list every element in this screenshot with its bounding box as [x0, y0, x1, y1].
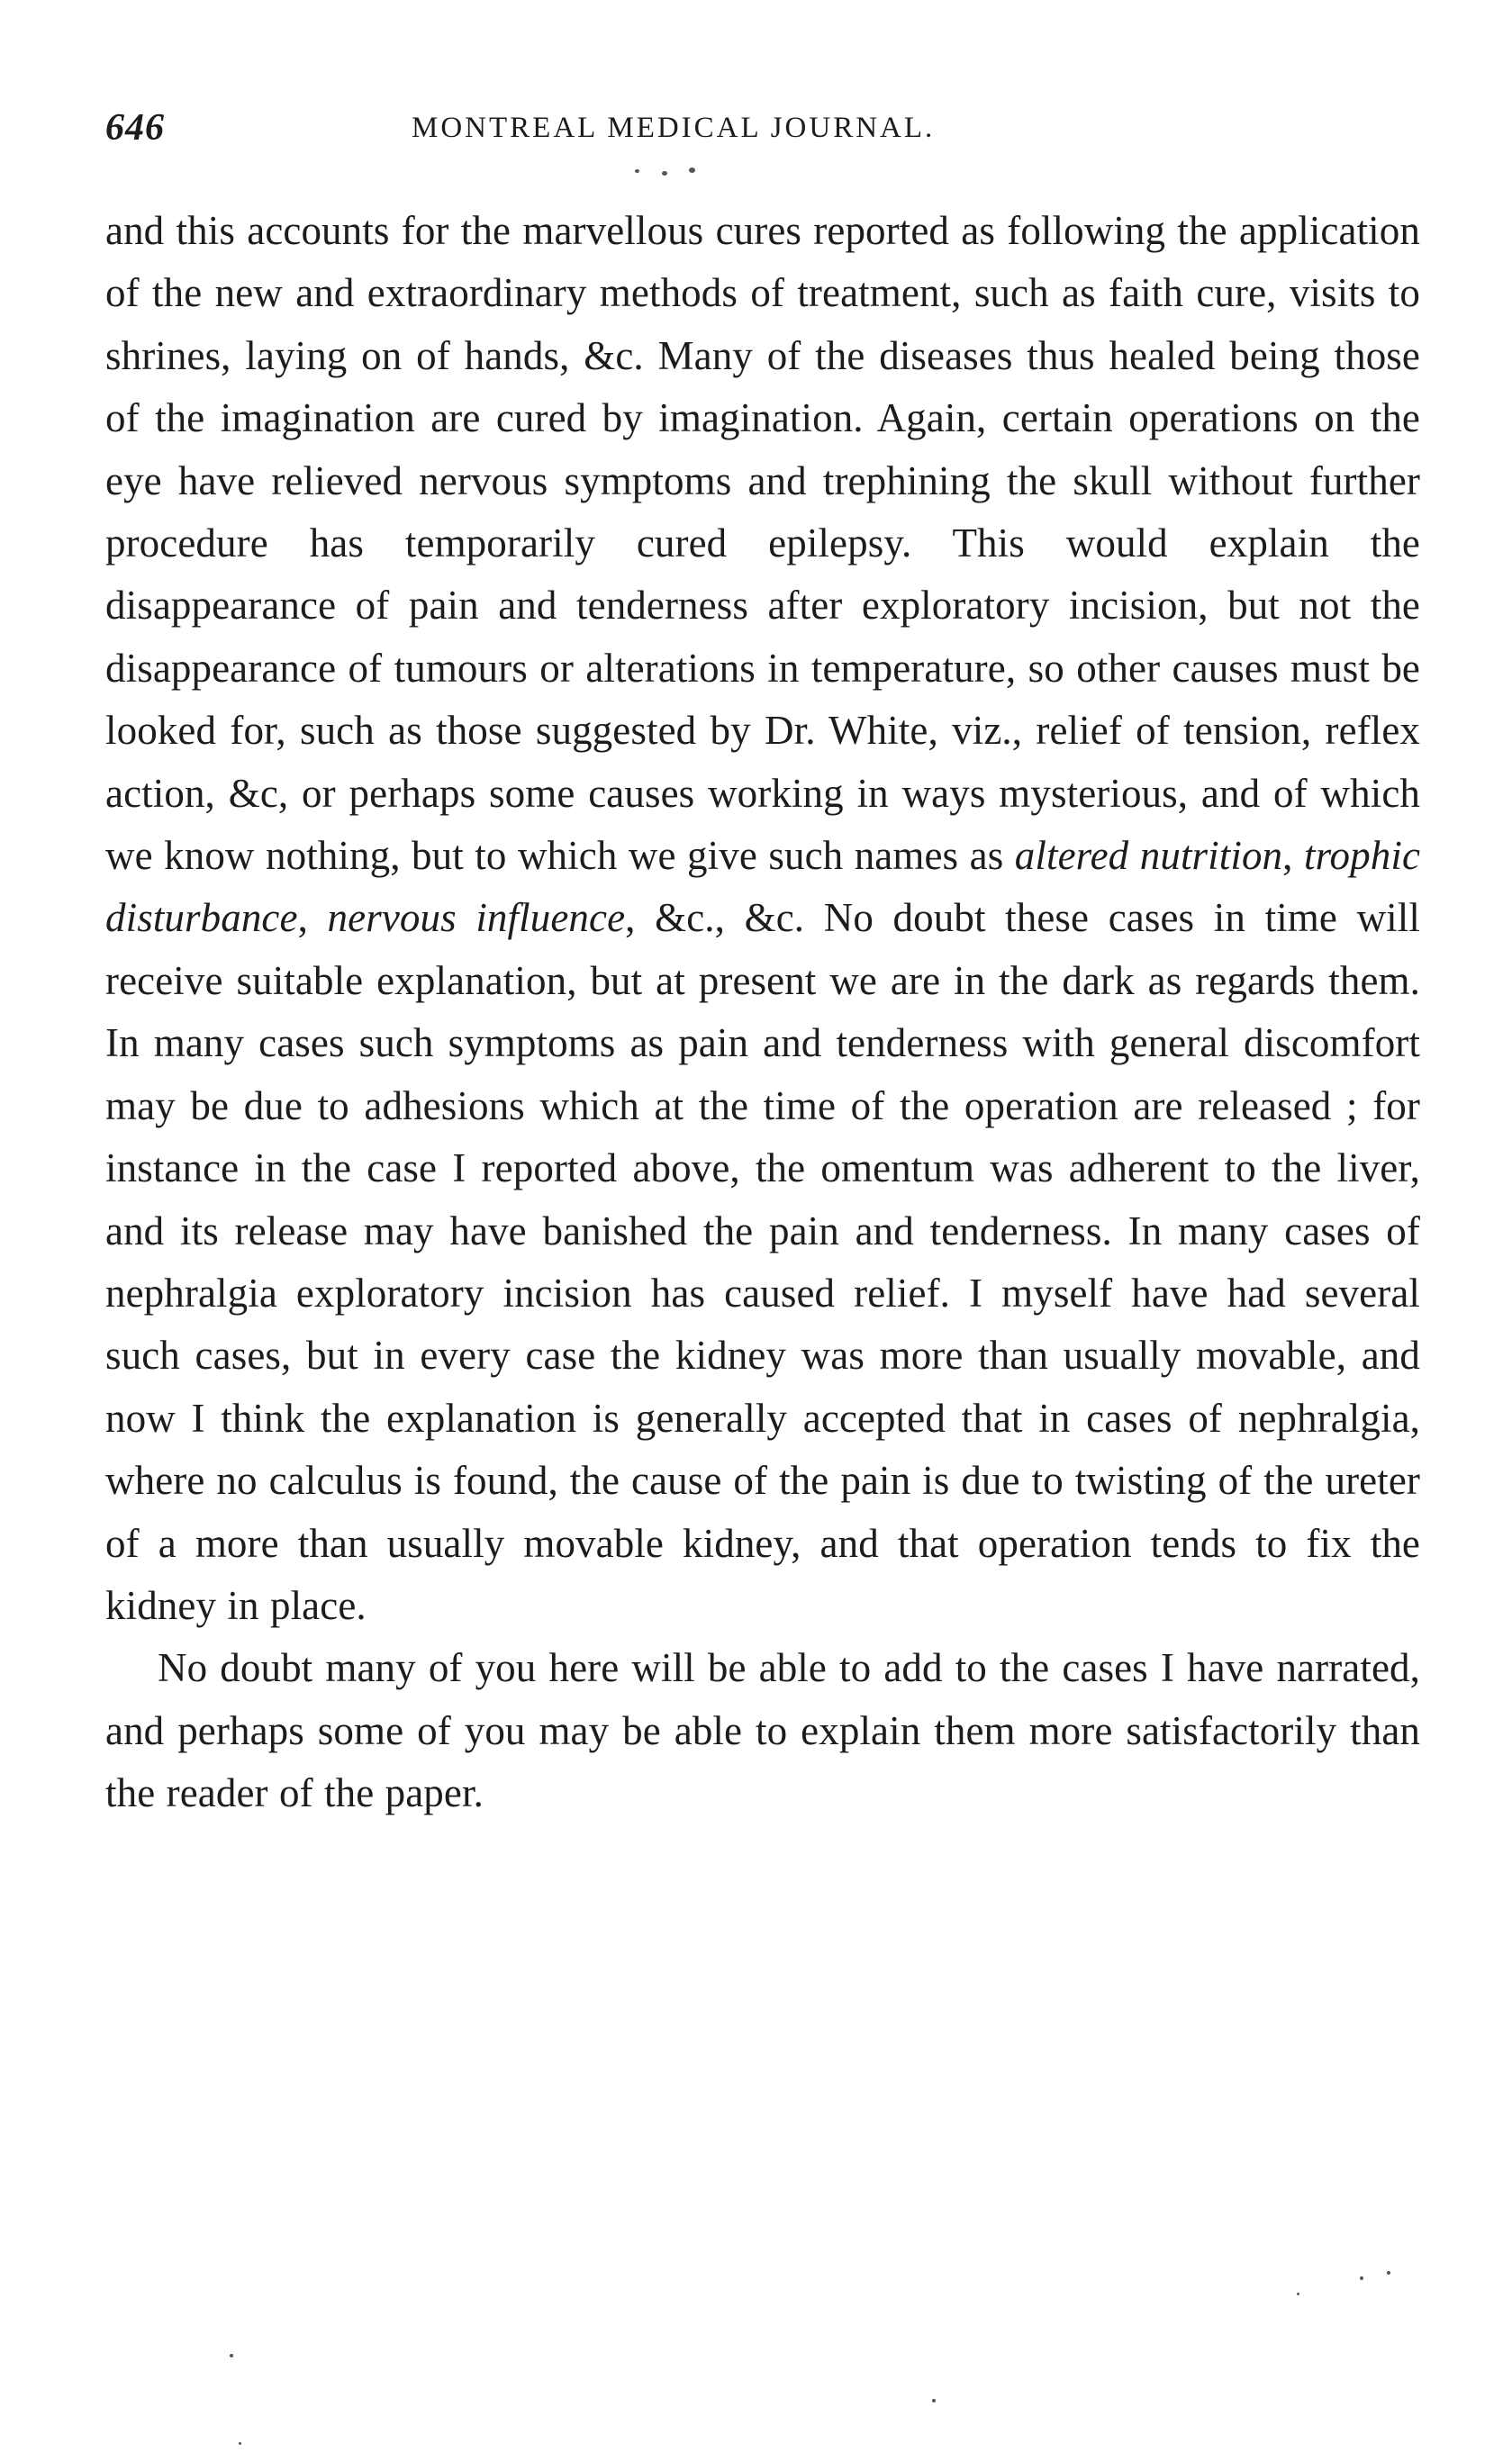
scan-speck: [932, 2399, 936, 2402]
paragraph-2: [105, 1637, 1420, 1824]
text-run: and this accounts for the marvellous cures reported as following the application of the new and extraordinary methods of treatment, such as faith cure, visits to shrines, laying on of hands, &c. Many of the diseases thus healed being those of the imagination are cured by imagination. Again, certain operations on the eye have relieved nervous symptoms and trephining the skull without further procedure has temporarily cured epilepsy. This would explain the disappearance of pain and tenderness after exploratory incision, but not the disappearance of tumours or alterations in temperature, so other causes must be looked for, such as those suggested by Dr. White, viz., relief of tension, reflex action, &c, or perhaps some causes working in ways mysterious, and of which we know nothing, but to which we give such names as: [105, 208, 1420, 879]
scan-speck: [230, 2354, 233, 2357]
text-run: ,: [1282, 833, 1304, 879]
text-run: ,: [297, 895, 328, 941]
body-text: [105, 200, 1420, 1825]
italic-term: nervous influence: [327, 895, 626, 941]
scan-speck: [662, 171, 667, 176]
italic-term: altered nutrition: [1014, 833, 1283, 879]
scan-speck: [635, 169, 639, 173]
italic-term: trophic disturbance: [105, 833, 1421, 941]
running-head: [105, 106, 1420, 160]
journal-title: MONTREAL MEDICAL JOURNAL.: [412, 112, 936, 144]
scan-speck: [1360, 2276, 1363, 2280]
scan-speck: [1297, 2293, 1299, 2295]
text-run: , &c., &c. No doubt these cases in time will receive suitable explanation, but at present we are in the dark as regards them. In many cases such symptoms as pain and tenderness with general discomfort may be due to adhesions which at the time of the operation are released ; for instance in the case I reported above, the omentum was adherent to the liver, and its release may have banished the pain and tenderness. In many cases of nephralgia exploratory incision has caused relief. I myself have had several such cases, but in every case the kidney was more than usually movable, and now I think the explanation is generally accepted that in cases of nephralgia, where no calculus is found, the cause of the pain is due to twisting of the ureter of a more than usually movable kidney, and that operation tends to fix the kidney in place.: [105, 895, 1420, 1628]
scan-speck: [1387, 2271, 1390, 2275]
scan-speck: [239, 2442, 241, 2445]
text-run: No doubt many of you here will be able to add to the cases I have narrated, and perhaps some of you may be able to explain them more satisfactorily than the reader of the paper.: [105, 1645, 1420, 1816]
page-number: 646: [105, 107, 165, 149]
scan-speck: [689, 167, 695, 173]
paragraph-1: [105, 200, 1420, 1637]
